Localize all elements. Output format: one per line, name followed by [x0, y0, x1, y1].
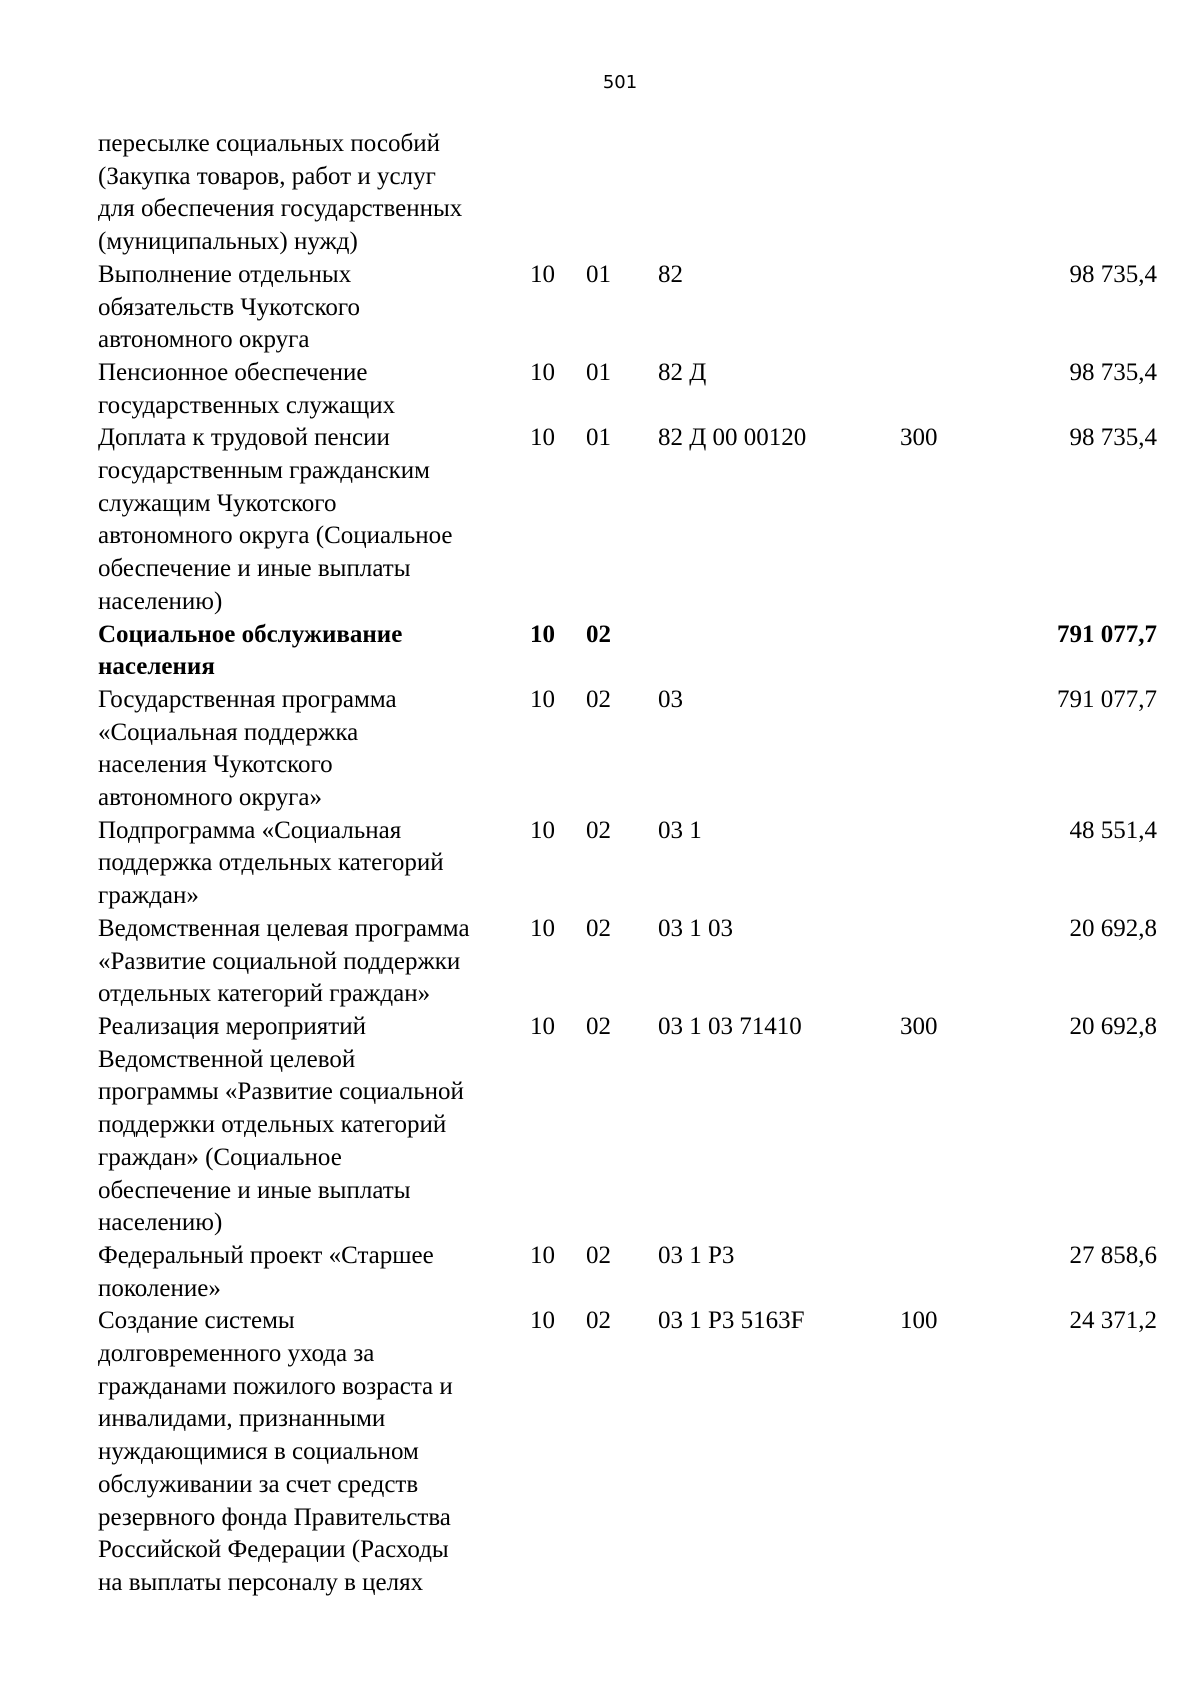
row-name: Ведомственная целевая программа «Развитие социальной поддержки отдельных категорий граждан» — [98, 914, 470, 1008]
section-code: 10 — [530, 1241, 555, 1269]
section-code: 10 — [530, 358, 555, 386]
target-article-code: 03 1 — [658, 816, 702, 844]
table-row — [98, 815, 1158, 913]
row-name: Государственная программа «Социальная поддержка населения Чукотского автономного округа» — [98, 685, 397, 812]
table-row — [98, 357, 1158, 422]
row-name: Реализация мероприятий Ведомственной целевой программы «Развитие социальной поддержки отдельных категорий граждан» (Социальное обеспечение и иные выплаты населению) — [98, 1012, 464, 1237]
section-code: 10 — [530, 1307, 555, 1335]
expense-type-code: 300 — [900, 1012, 938, 1040]
row-name: Создание системы долговременного ухода за гражданами пожилого возраста и инвалидами, признанными нуждающимися в социальном обслуживании за счет средств резервного фонда Правительства Российской Федерации (Расходы на выплаты персоналу в целях — [98, 1307, 453, 1596]
table-row — [98, 619, 1158, 684]
table-row — [98, 1305, 1158, 1599]
subsection-code: 01 — [586, 358, 611, 386]
table-row — [98, 684, 1158, 815]
target-article-code: 82 Д — [658, 358, 707, 386]
subsection-code: 01 — [586, 260, 611, 288]
amount: 20 692,8 — [1069, 1012, 1157, 1040]
budget-table — [98, 128, 1158, 1600]
amount: 98 735,4 — [1069, 358, 1157, 386]
target-article-code: 82 — [658, 260, 683, 288]
section-code: 10 — [530, 620, 555, 648]
subsection-code: 02 — [586, 914, 611, 942]
row-name: Доплата к трудовой пенсии государственным гражданским служащим Чукотского автономного округа (Социальное обеспечение и иные выплаты населению) — [98, 424, 453, 615]
table-row — [98, 1240, 1158, 1305]
row-name: Федеральный проект «Старшее поколение» — [98, 1241, 434, 1302]
target-article-code: 03 1 03 71410 — [658, 1012, 802, 1040]
target-article-code: 03 1 Р3 — [658, 1241, 735, 1269]
target-article-code: 03 — [658, 685, 683, 713]
target-article-code: 82 Д 00 00120 — [658, 424, 807, 452]
subsection-code: 02 — [586, 1012, 611, 1040]
amount: 98 735,4 — [1069, 260, 1157, 288]
amount: 791 077,7 — [1057, 685, 1157, 713]
table-row — [98, 128, 1158, 259]
subsection-code: 02 — [586, 816, 611, 844]
table-row — [98, 422, 1158, 618]
subsection-code: 02 — [586, 1241, 611, 1269]
subsection-code: 01 — [586, 424, 611, 452]
amount: 20 692,8 — [1069, 914, 1157, 942]
row-name: Пенсионное обеспечение государственных служащих — [98, 358, 396, 419]
page-number: 501 — [602, 72, 638, 93]
subsection-code: 02 — [586, 1307, 611, 1335]
table-row — [98, 913, 1158, 1011]
table-row — [98, 1011, 1158, 1240]
section-code: 10 — [530, 816, 555, 844]
section-code: 10 — [530, 1012, 555, 1040]
amount: 48 551,4 — [1069, 816, 1157, 844]
amount: 791 077,7 — [1057, 620, 1157, 648]
section-code: 10 — [530, 424, 555, 452]
expense-type-code: 100 — [900, 1307, 938, 1335]
table-row — [98, 259, 1158, 357]
section-code: 10 — [530, 260, 555, 288]
section-code: 10 — [530, 914, 555, 942]
target-article-code: 03 1 03 — [658, 914, 733, 942]
row-name: Подпрограмма «Социальная поддержка отдельных категорий граждан» — [98, 816, 444, 910]
subsection-code: 02 — [586, 620, 611, 648]
target-article-code: 03 1 Р3 5163F — [658, 1307, 805, 1335]
amount: 24 371,2 — [1069, 1307, 1157, 1335]
row-name: пересылке социальных пособий (Закупка товаров, работ и услуг для обеспечения государственных (муниципальных) нужд) — [98, 130, 463, 256]
section-code: 10 — [530, 685, 555, 713]
row-name: Выполнение отдельных обязательств Чукотского автономного округа — [98, 260, 361, 354]
amount: 27 858,6 — [1069, 1241, 1157, 1269]
amount: 98 735,4 — [1069, 424, 1157, 452]
expense-type-code: 300 — [900, 424, 938, 452]
subsection-code: 02 — [586, 685, 611, 713]
row-name: Социальное обслуживание населения — [98, 620, 403, 681]
